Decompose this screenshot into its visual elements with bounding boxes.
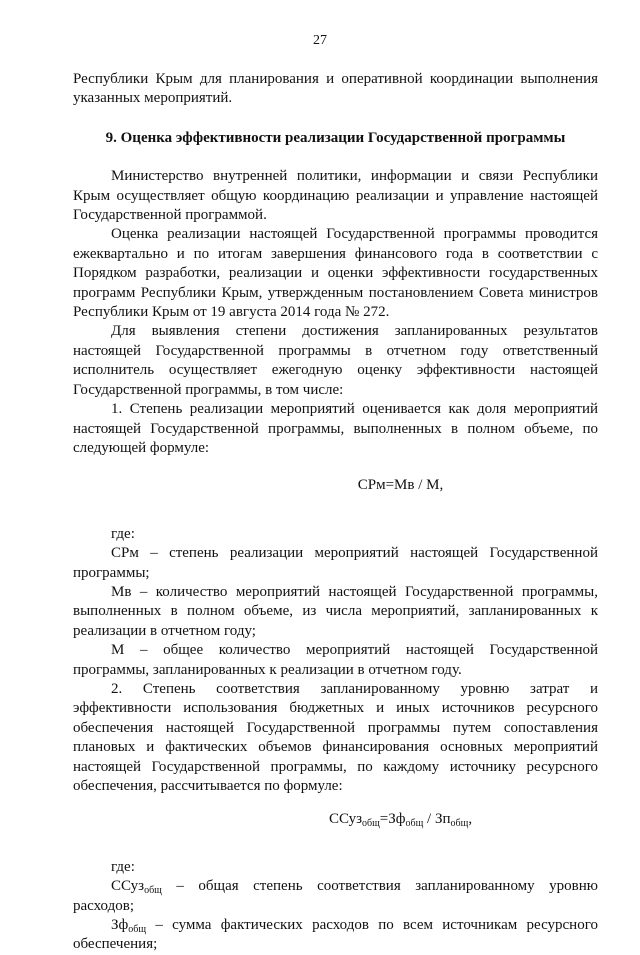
formula-ssuz-subscript: общ (362, 818, 380, 830)
definition-ssuz (73, 877, 598, 916)
document-body (73, 70, 598, 955)
definition-ssuz-symbol: ССуз (111, 878, 145, 895)
definition-zf-subscript: общ (128, 924, 147, 936)
section-heading: 9. Оценка эффективности реализации Государственной программы (105, 129, 566, 146)
formula-division: / (423, 811, 435, 828)
formula-zf-symbol: Зф (388, 811, 406, 828)
where-label-2: где: (111, 858, 135, 875)
paragraph-evaluation: Оценка реализации настоящей Государственной программы проводится ежеквартально и по итогам завершения финансового года в соответствии с Порядком разработки, реализации и оценки эффективности государственных программ Республики Крым, утвержденным постановлением Совета министров Республики Крым от 19 августа 2014 года № 272. (73, 226, 598, 321)
paragraph-degree-of-implementation: 1. Степень реализации мероприятий оценивается как доля мероприятий настоящей Государственной программы, выполненных в полном объеме, по следующей формуле: (73, 401, 598, 456)
intro-paragraph: Республики Крым для планирования и оперативной координации выполнения указанных мероприятий. (73, 71, 598, 107)
formula-zf-subscript: общ (405, 818, 424, 830)
paragraph-coordination: Министерство внутренней политики, информации и связи Республики Крым осуществляет общую координацию реализации и управление настоящей Государственной программой. (73, 168, 598, 224)
page-number: 27 (313, 33, 327, 48)
formula-srm: СРм=Мв / М, (357, 477, 444, 494)
formula-ssuz-symbol: ССуз (328, 811, 362, 828)
formula-zp-subscript: общ (450, 818, 469, 830)
formula-equals: = (379, 811, 389, 828)
formula-zp-symbol: Зп (434, 811, 451, 828)
where-label: где: (111, 525, 135, 542)
definition-zf-symbol: Зф (111, 917, 129, 934)
formula-comma: , (468, 811, 473, 828)
formula-ssuz (73, 810, 598, 829)
paragraph-effectiveness: Для выявления степени достижения запланированных результатов настоящей Государственной программы в отчетном году ответственный исполнитель осуществляет ежегодную оценку эффективности настоящей Государственной программы, в том числе: (73, 323, 598, 398)
definition-ssuz-text: – общая степень соответствия запланированному уровню расходов; (73, 878, 598, 914)
definition-srm: СРм – степень реализации мероприятий настоящей Государственной программы; (73, 545, 598, 581)
definition-zf (73, 916, 598, 955)
definition-mv: Мв – количество мероприятий настоящей Государственной программы, выполненных в полном объеме, из числа мероприятий, запланированных к реализации в отчетном году; (73, 583, 598, 639)
definition-zf-text: – сумма фактических расходов по всем источникам ресурсного обеспечения; (73, 917, 598, 953)
paragraph-cost-compliance: 2. Степень соответствия запланированному уровню затрат и эффективности использования бюджетных и иных источников ресурсного обеспечения настоящей Государственной программы путем сопоставления плановых и фактических объемов финансирования основных мероприятий настоящей Государственной программы, по каждому источнику ресурсного обеспечения, рассчитывается по формуле: (73, 680, 598, 794)
definition-m: М – общее количество мероприятий настоящей Государственной программы, запланированных к реализации в отчетном году. (73, 642, 598, 678)
definition-ssuz-subscript: общ (144, 885, 162, 897)
